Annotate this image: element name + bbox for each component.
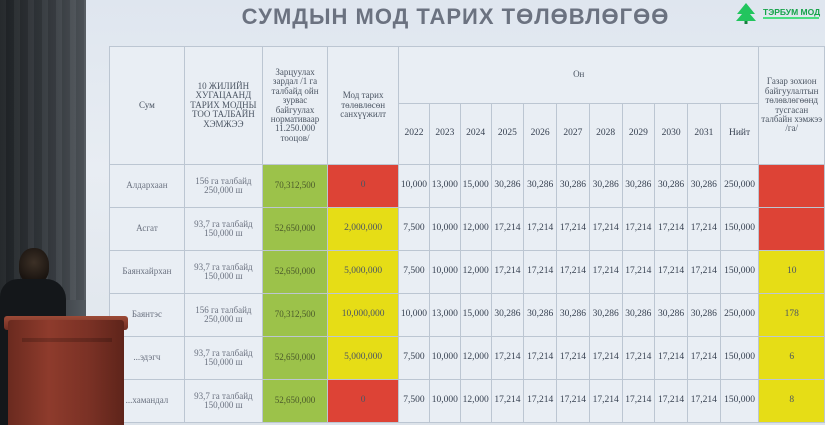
header-year: 2030: [655, 104, 688, 165]
year-value-cell: 17,214: [491, 208, 524, 251]
fund-cell: 5,000,000: [328, 251, 399, 294]
year-value-cell: 17,214: [622, 337, 655, 380]
year-value-cell: 17,214: [524, 208, 557, 251]
year-value-cell: 12,000: [460, 208, 491, 251]
year-value-cell: 10,000: [429, 337, 460, 380]
area-cell: 93,7 га талбайд 150,000 ш: [184, 251, 262, 294]
year-value-cell: 30,286: [491, 165, 524, 208]
year-value-cell: 17,214: [557, 380, 590, 423]
year-value-cell: 17,214: [491, 380, 524, 423]
land-cell: 10: [759, 251, 825, 294]
year-value-cell: 17,214: [524, 380, 557, 423]
cost-cell: 70,312,500: [262, 165, 327, 208]
year-value-cell: 150,000: [720, 251, 759, 294]
land-cell: [759, 208, 825, 251]
year-value-cell: 17,214: [622, 380, 655, 423]
area-cell: 93,7 га талбайд 150,000 ш: [184, 380, 262, 423]
land-cell: 178: [759, 294, 825, 337]
year-value-cell: 7,500: [399, 380, 430, 423]
tree-plan-table: [109, 46, 825, 423]
year-value-cell: 10,000: [429, 380, 460, 423]
sum-cell: ...эдэгч: [110, 337, 185, 380]
header-year: 2028: [589, 104, 622, 165]
logo-underline: [763, 17, 819, 19]
year-value-cell: 15,000: [460, 294, 491, 337]
header-year-group: Он: [399, 47, 759, 104]
year-value-cell: 30,286: [655, 294, 688, 337]
header-year: 2026: [524, 104, 557, 165]
area-cell: 93,7 га талбайд 150,000 ш: [184, 208, 262, 251]
header-year: 2027: [557, 104, 590, 165]
fund-cell: 0: [328, 165, 399, 208]
year-value-cell: 10,000: [429, 208, 460, 251]
header-year: 2024: [460, 104, 491, 165]
header-year: 2025: [491, 104, 524, 165]
year-value-cell: 30,286: [524, 294, 557, 337]
year-value-cell: 30,286: [557, 165, 590, 208]
year-value-cell: 17,214: [557, 337, 590, 380]
header-sum: Сум: [110, 47, 185, 165]
header-year: 2022: [399, 104, 430, 165]
year-value-cell: 17,214: [655, 337, 688, 380]
year-value-cell: 30,286: [622, 294, 655, 337]
tree-logo-icon: [733, 2, 759, 24]
year-value-cell: 13,000: [429, 294, 460, 337]
year-value-cell: 30,286: [524, 165, 557, 208]
year-value-cell: 17,214: [557, 208, 590, 251]
sum-cell: Баянхайрхан: [110, 251, 185, 294]
year-value-cell: 30,286: [589, 294, 622, 337]
year-value-cell: 17,214: [687, 337, 720, 380]
land-cell: 6: [759, 337, 825, 380]
land-cell: [759, 165, 825, 208]
year-value-cell: 12,000: [460, 251, 491, 294]
sum-cell: Баянтэс: [110, 294, 185, 337]
year-value-cell: 17,214: [524, 337, 557, 380]
year-value-cell: 12,000: [460, 380, 491, 423]
year-value-cell: 17,214: [687, 380, 720, 423]
fund-cell: 10,000,000: [328, 294, 399, 337]
header-area: 10 ЖИЛИЙН ХУГАЦААНД ТАРИХ МОДНЫ ТОО ТАЛБАЙН ХЭМЖЭЭ: [184, 47, 262, 165]
year-value-cell: 17,214: [557, 251, 590, 294]
year-value-cell: 250,000: [720, 165, 759, 208]
header-year: 2029: [622, 104, 655, 165]
table-row: [110, 165, 825, 208]
year-value-cell: 17,214: [655, 251, 688, 294]
year-value-cell: 250,000: [720, 294, 759, 337]
fund-cell: 0: [328, 380, 399, 423]
year-value-cell: 30,286: [622, 165, 655, 208]
year-value-cell: 7,500: [399, 337, 430, 380]
year-value-cell: 10,000: [399, 165, 430, 208]
podium-trim: [22, 338, 112, 342]
logo: [733, 2, 819, 24]
cost-cell: 52,650,000: [262, 380, 327, 423]
year-value-cell: 150,000: [720, 337, 759, 380]
cost-cell: 70,312,500: [262, 294, 327, 337]
cost-cell: 52,650,000: [262, 208, 327, 251]
year-value-cell: 30,286: [557, 294, 590, 337]
table-row: [110, 294, 825, 337]
cost-cell: 52,650,000: [262, 251, 327, 294]
sum-cell: Асгат: [110, 208, 185, 251]
year-value-cell: 30,286: [687, 294, 720, 337]
header-land: Газар зохион байгуулалтын төлөвлөгөөнд тусгасан талбайн хэмжээ /га/: [759, 47, 825, 165]
table-row: [110, 208, 825, 251]
table-row: [110, 251, 825, 294]
area-cell: 156 га талбайд 250,000 ш: [184, 165, 262, 208]
year-value-cell: 17,214: [524, 251, 557, 294]
year-value-cell: 30,286: [687, 165, 720, 208]
year-value-cell: 15,000: [460, 165, 491, 208]
year-value-cell: 17,214: [622, 251, 655, 294]
year-value-cell: 12,000: [460, 337, 491, 380]
land-cell: 8: [759, 380, 825, 423]
year-value-cell: 7,500: [399, 251, 430, 294]
year-value-cell: 17,214: [491, 251, 524, 294]
year-value-cell: 13,000: [429, 165, 460, 208]
year-value-cell: 17,214: [687, 208, 720, 251]
year-value-cell: 150,000: [720, 208, 759, 251]
header-year: Нийт: [720, 104, 759, 165]
year-value-cell: 150,000: [720, 380, 759, 423]
sum-cell: ...хамандал: [110, 380, 185, 423]
year-value-cell: 30,286: [491, 294, 524, 337]
fund-cell: 5,000,000: [328, 337, 399, 380]
year-value-cell: 10,000: [399, 294, 430, 337]
year-value-cell: 17,214: [655, 208, 688, 251]
logo-text: ТЭРБУМ МОД: [763, 7, 821, 17]
year-value-cell: 17,214: [622, 208, 655, 251]
fund-cell: 2,000,000: [328, 208, 399, 251]
year-value-cell: 17,214: [589, 337, 622, 380]
area-cell: 93,7 га талбайд 150,000 ш: [184, 337, 262, 380]
year-value-cell: 17,214: [687, 251, 720, 294]
year-value-cell: 7,500: [399, 208, 430, 251]
header-cost: Зарцуулах зардал /1 га талбайд ойн зурвас байгуулах нормативаар 11.250.000 тооцов/: [262, 47, 327, 165]
area-cell: 156 га талбайд 250,000 ш: [184, 294, 262, 337]
year-value-cell: 17,214: [589, 380, 622, 423]
table-row: [110, 337, 825, 380]
year-value-cell: 30,286: [655, 165, 688, 208]
year-value-cell: 17,214: [491, 337, 524, 380]
sum-cell: Алдархаан: [110, 165, 185, 208]
slide-title: СУМДЫН МОД ТАРИХ ТӨЛӨВЛӨГӨӨ: [241, 4, 670, 29]
year-value-cell: 17,214: [589, 251, 622, 294]
year-value-cell: 30,286: [589, 165, 622, 208]
header-year: 2023: [429, 104, 460, 165]
cost-cell: 52,650,000: [262, 337, 327, 380]
podium: [8, 320, 124, 425]
table-row: [110, 380, 825, 423]
header-year: 2031: [687, 104, 720, 165]
header-fund: Мод тарих төлөвлөсөн санхүүжилт: [328, 47, 399, 165]
year-value-cell: 10,000: [429, 251, 460, 294]
year-value-cell: 17,214: [655, 380, 688, 423]
projection-screen: [86, 0, 825, 425]
year-value-cell: 17,214: [589, 208, 622, 251]
